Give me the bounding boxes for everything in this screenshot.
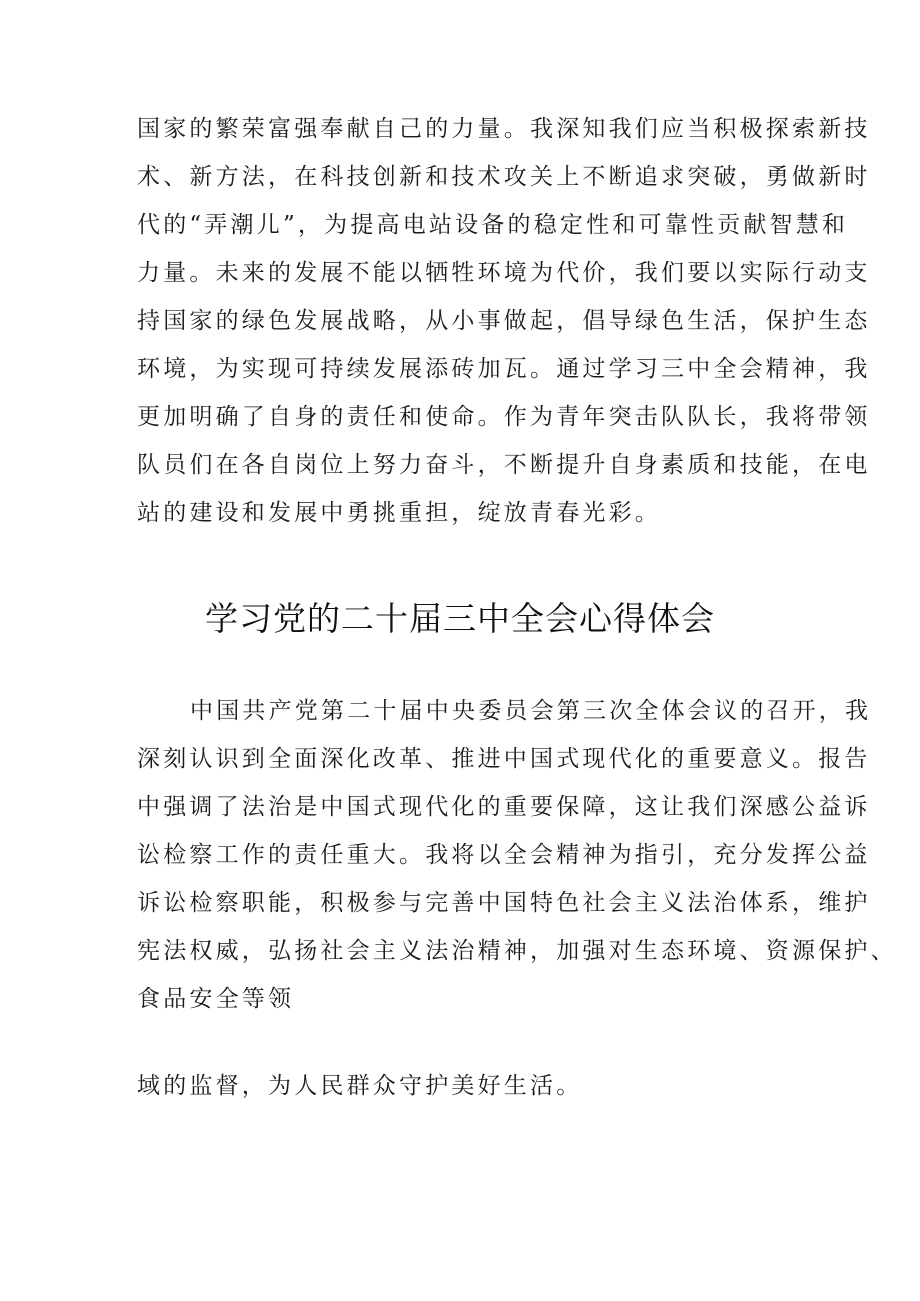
continuation-line: 域的监督，为人民群众守护美好生活。 [137,1073,583,1099]
paragraph-line: 队员们在各自岗位上努力奋斗，不断提升自身素质和技能，在电 [137,452,871,478]
paragraph-line: 更加明确了自身的责任和使命。作为青年突击队队长，我将带领 [137,404,871,430]
paragraph-line: 中强调了法治是中国式现代化的重要保障，这让我们深感公益诉 [137,794,871,820]
section-title: 学习党的二十届三中全会心得体会 [205,599,715,638]
paragraph-line: 食品安全等领 [137,986,295,1012]
paragraph-line: 国家的繁荣富强奉献自己的力量。我深知我们应当积极探索新技 [137,116,871,142]
paragraph-line: 持国家的绿色发展战略，从小事做起，倡导绿色生活，保护生态 [137,308,871,334]
paragraph-line: 代的“弄潮儿”，为提高电站设备的稳定性和可靠性贡献智慧和 [137,212,849,238]
paragraph-line: 深刻认识到全面深化改革、推进中国式现代化的重要意义。报告 [137,746,871,772]
paragraph-line: 术、新方法，在科技创新和技术攻关上不断追求突破，勇做新时 [137,164,871,190]
paragraph-line: 诉讼检察职能，积极参与完善中国特色社会主义法治体系，维护 [137,890,871,916]
paragraph-line: 讼检察工作的责任重大。我将以全会精神为指引，充分发挥公益 [137,842,871,868]
paragraph-line: 力量。未来的发展不能以牺牲环境为代价，我们要以实际行动支 [137,260,871,286]
paragraph-line: 环境，为实现可持续发展添砖加瓦。通过学习三中全会精神，我 [137,356,871,382]
paragraph-line: 宪法权威，弘扬社会主义法治精神，加强对生态环境、资源保护、 [137,938,897,964]
paragraph-line: 中国共产党第二十届中央委员会第三次全体会议的召开，我 [190,698,872,724]
paragraph-line: 站的建设和发展中勇挑重担，绽放青春光彩。 [137,500,661,526]
